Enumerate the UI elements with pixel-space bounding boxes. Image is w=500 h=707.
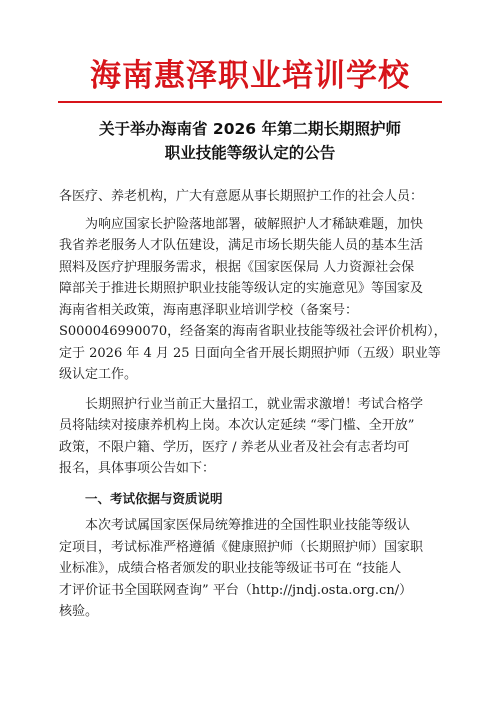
paragraph-3 xyxy=(59,515,443,623)
notice-title-line-1: 关于举办海南省 2026 年第二期长期照护师 xyxy=(99,120,401,138)
paragraph-2-line: 员将陆续对接康养机构上岗。本次认定延续 “零门槛、全开放” xyxy=(59,418,415,433)
paragraph-2 xyxy=(59,394,443,480)
notice-title xyxy=(50,117,450,165)
salutation: 各医疗、养老机构，广大有意愿从事长期照护工作的社会人员： xyxy=(59,189,424,204)
paragraph-1-line: 级认定工作。 xyxy=(59,367,138,382)
notice-body xyxy=(59,186,447,631)
paragraph-3-line: 核验。 xyxy=(59,604,99,619)
notice-title-line-2: 职业技能等级认定的公告 xyxy=(164,144,336,162)
red-divider-line xyxy=(58,101,442,103)
paragraph-2-line: 报名，具体事项公告如下： xyxy=(59,461,216,476)
paragraph-3-line: 定项目，考试标准严格遵循《健康照护师（长期照护师）国家职 xyxy=(59,539,424,555)
masthead-title: 海南惠泽职业培训学校 xyxy=(90,58,410,94)
section-1-heading: 一、考试依据与资质说明 xyxy=(85,490,223,506)
paragraph-1-line: S000046990070，经备案的海南省职业技能等级社会评价机构）， xyxy=(59,324,447,339)
paragraph-3-line: 本次考试属国家医保局统筹推进的全国性职业技能等级认 xyxy=(85,518,411,533)
paragraph-1 xyxy=(59,214,447,386)
paragraph-1-line: 照料及医疗护理服务需求，根据《国家医保局 人力资源社会保 xyxy=(59,259,415,275)
paragraph-3-line: 业标准》，成绩合格者颁发的职业技能等级证书可在 “技能人 xyxy=(59,561,402,576)
paragraph-2-line: 政策，不限户籍、学历，医疗 / 养老从业者及社会有志者均可 xyxy=(59,439,410,455)
paragraph-2-line: 长期照护行业当前正大量招工，就业需求激增！考试合格学 xyxy=(85,396,424,412)
paragraph-1-line: 定于 2026 年 4 月 25 日面向全省开展长期照护师（五级）职业等 xyxy=(59,345,441,361)
paragraph-1-line: 海南省相关政策，海南惠泽职业培训学校（备案号： xyxy=(59,302,359,318)
paragraph-1-line: 我省养老服务人才队伍建设，满足市场长期失能人员的基本生活 xyxy=(59,238,424,253)
paragraph-1-line: 障部关于推进长期照护职业技能等级认定的实施意见》等国家及 xyxy=(59,281,424,296)
paragraph-1-line: 为响应国家长护险落地部署，破解照护人才稀缺难题，加快 xyxy=(85,216,424,232)
paragraph-3-line: 才评价证书全国联网查询” 平台（http://jndj.osta.org.cn/） xyxy=(59,582,413,598)
